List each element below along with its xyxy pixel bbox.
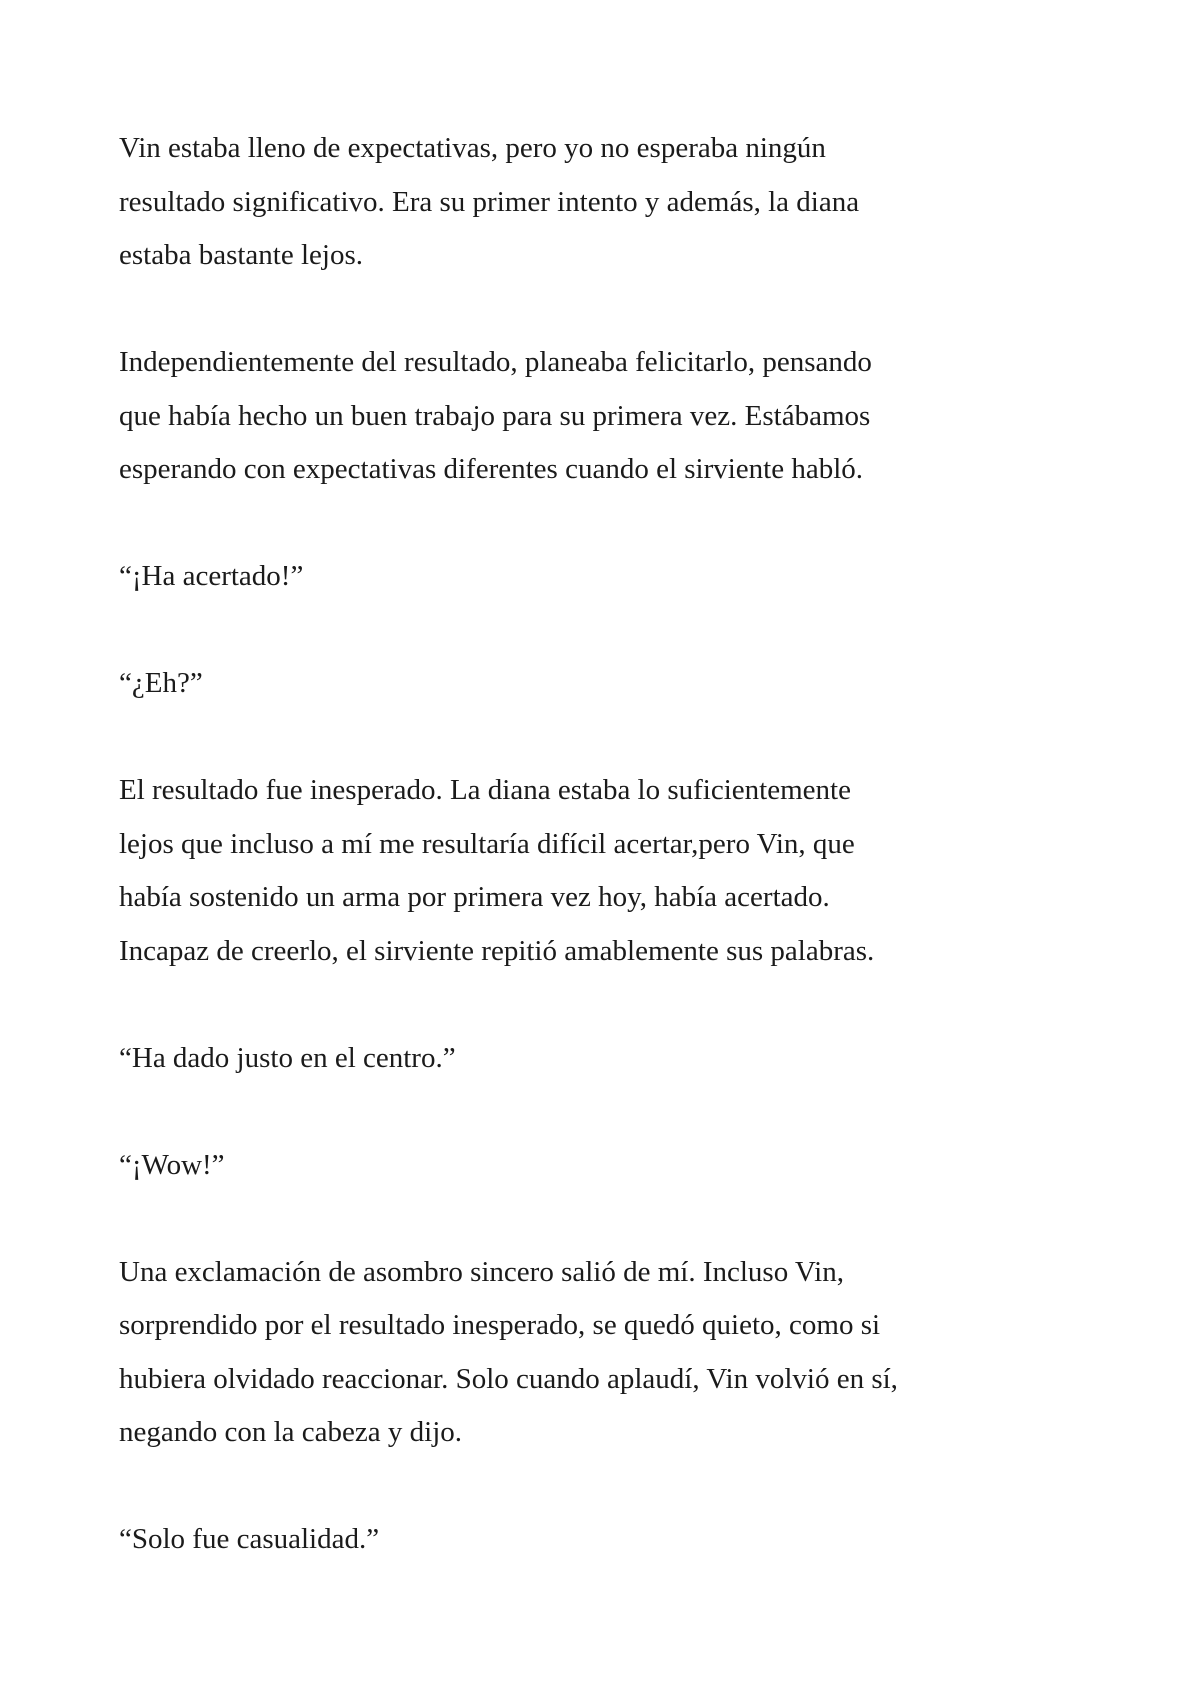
- paragraph-block: [119, 336, 970, 497]
- text-line: estaba bastante lejos.: [119, 239, 363, 271]
- text-line: lejos que incluso a mí me resultaría difícil acertar,pero Vin, que: [119, 827, 855, 860]
- text-line: resultado significativo. Era su primer intento y además, la diana: [119, 185, 860, 218]
- text-line: “Solo fue casualidad.”: [119, 1523, 380, 1555]
- text-line: “¡Wow!”: [119, 1148, 225, 1181]
- dialogue-block: [119, 1032, 970, 1086]
- dialogue-block: [119, 1513, 970, 1567]
- text-line: esperando con expectativas diferentes cuando el sirviente habló.: [119, 453, 864, 485]
- paragraph-block: [119, 1246, 970, 1460]
- document-body: [119, 122, 970, 1567]
- text-line: “Ha dado justo en el centro.”: [119, 1041, 456, 1074]
- text-line: El resultado fue inesperado. La diana estaba lo suficientemente: [119, 774, 851, 806]
- text-line: Una exclamación de asombro sincero salió de mí. Incluso Vin,: [119, 1255, 844, 1288]
- text-line: había sostenido un arma por primera vez hoy, había acertado.: [119, 881, 830, 913]
- text-line: hubiera olvidado reaccionar. Solo cuando aplaudí, Vin volvió en sí,: [119, 1362, 898, 1395]
- dialogue-block: [119, 1139, 970, 1193]
- text-line: “¡Ha acertado!”: [119, 560, 304, 592]
- text-line: sorprendido por el resultado inesperado, se quedó quieto, como si: [119, 1309, 881, 1341]
- dialogue-block: [119, 657, 970, 711]
- text-line: que había hecho un buen trabajo para su primera vez. Estábamos: [119, 399, 871, 432]
- text-line: Incapaz de creerlo, el sirviente repitió amablemente sus palabras.: [119, 934, 875, 967]
- text-line: “¿Eh?”: [119, 667, 203, 699]
- paragraph-block: [119, 764, 970, 978]
- dialogue-block: [119, 550, 970, 604]
- text-line: Independientemente del resultado, planeaba felicitarlo, pensando: [119, 346, 872, 378]
- text-line: Vin estaba lleno de expectativas, pero yo no esperaba ningún: [119, 132, 826, 164]
- text-line: negando con la cabeza y dijo.: [119, 1416, 463, 1448]
- paragraph-block: [119, 122, 970, 283]
